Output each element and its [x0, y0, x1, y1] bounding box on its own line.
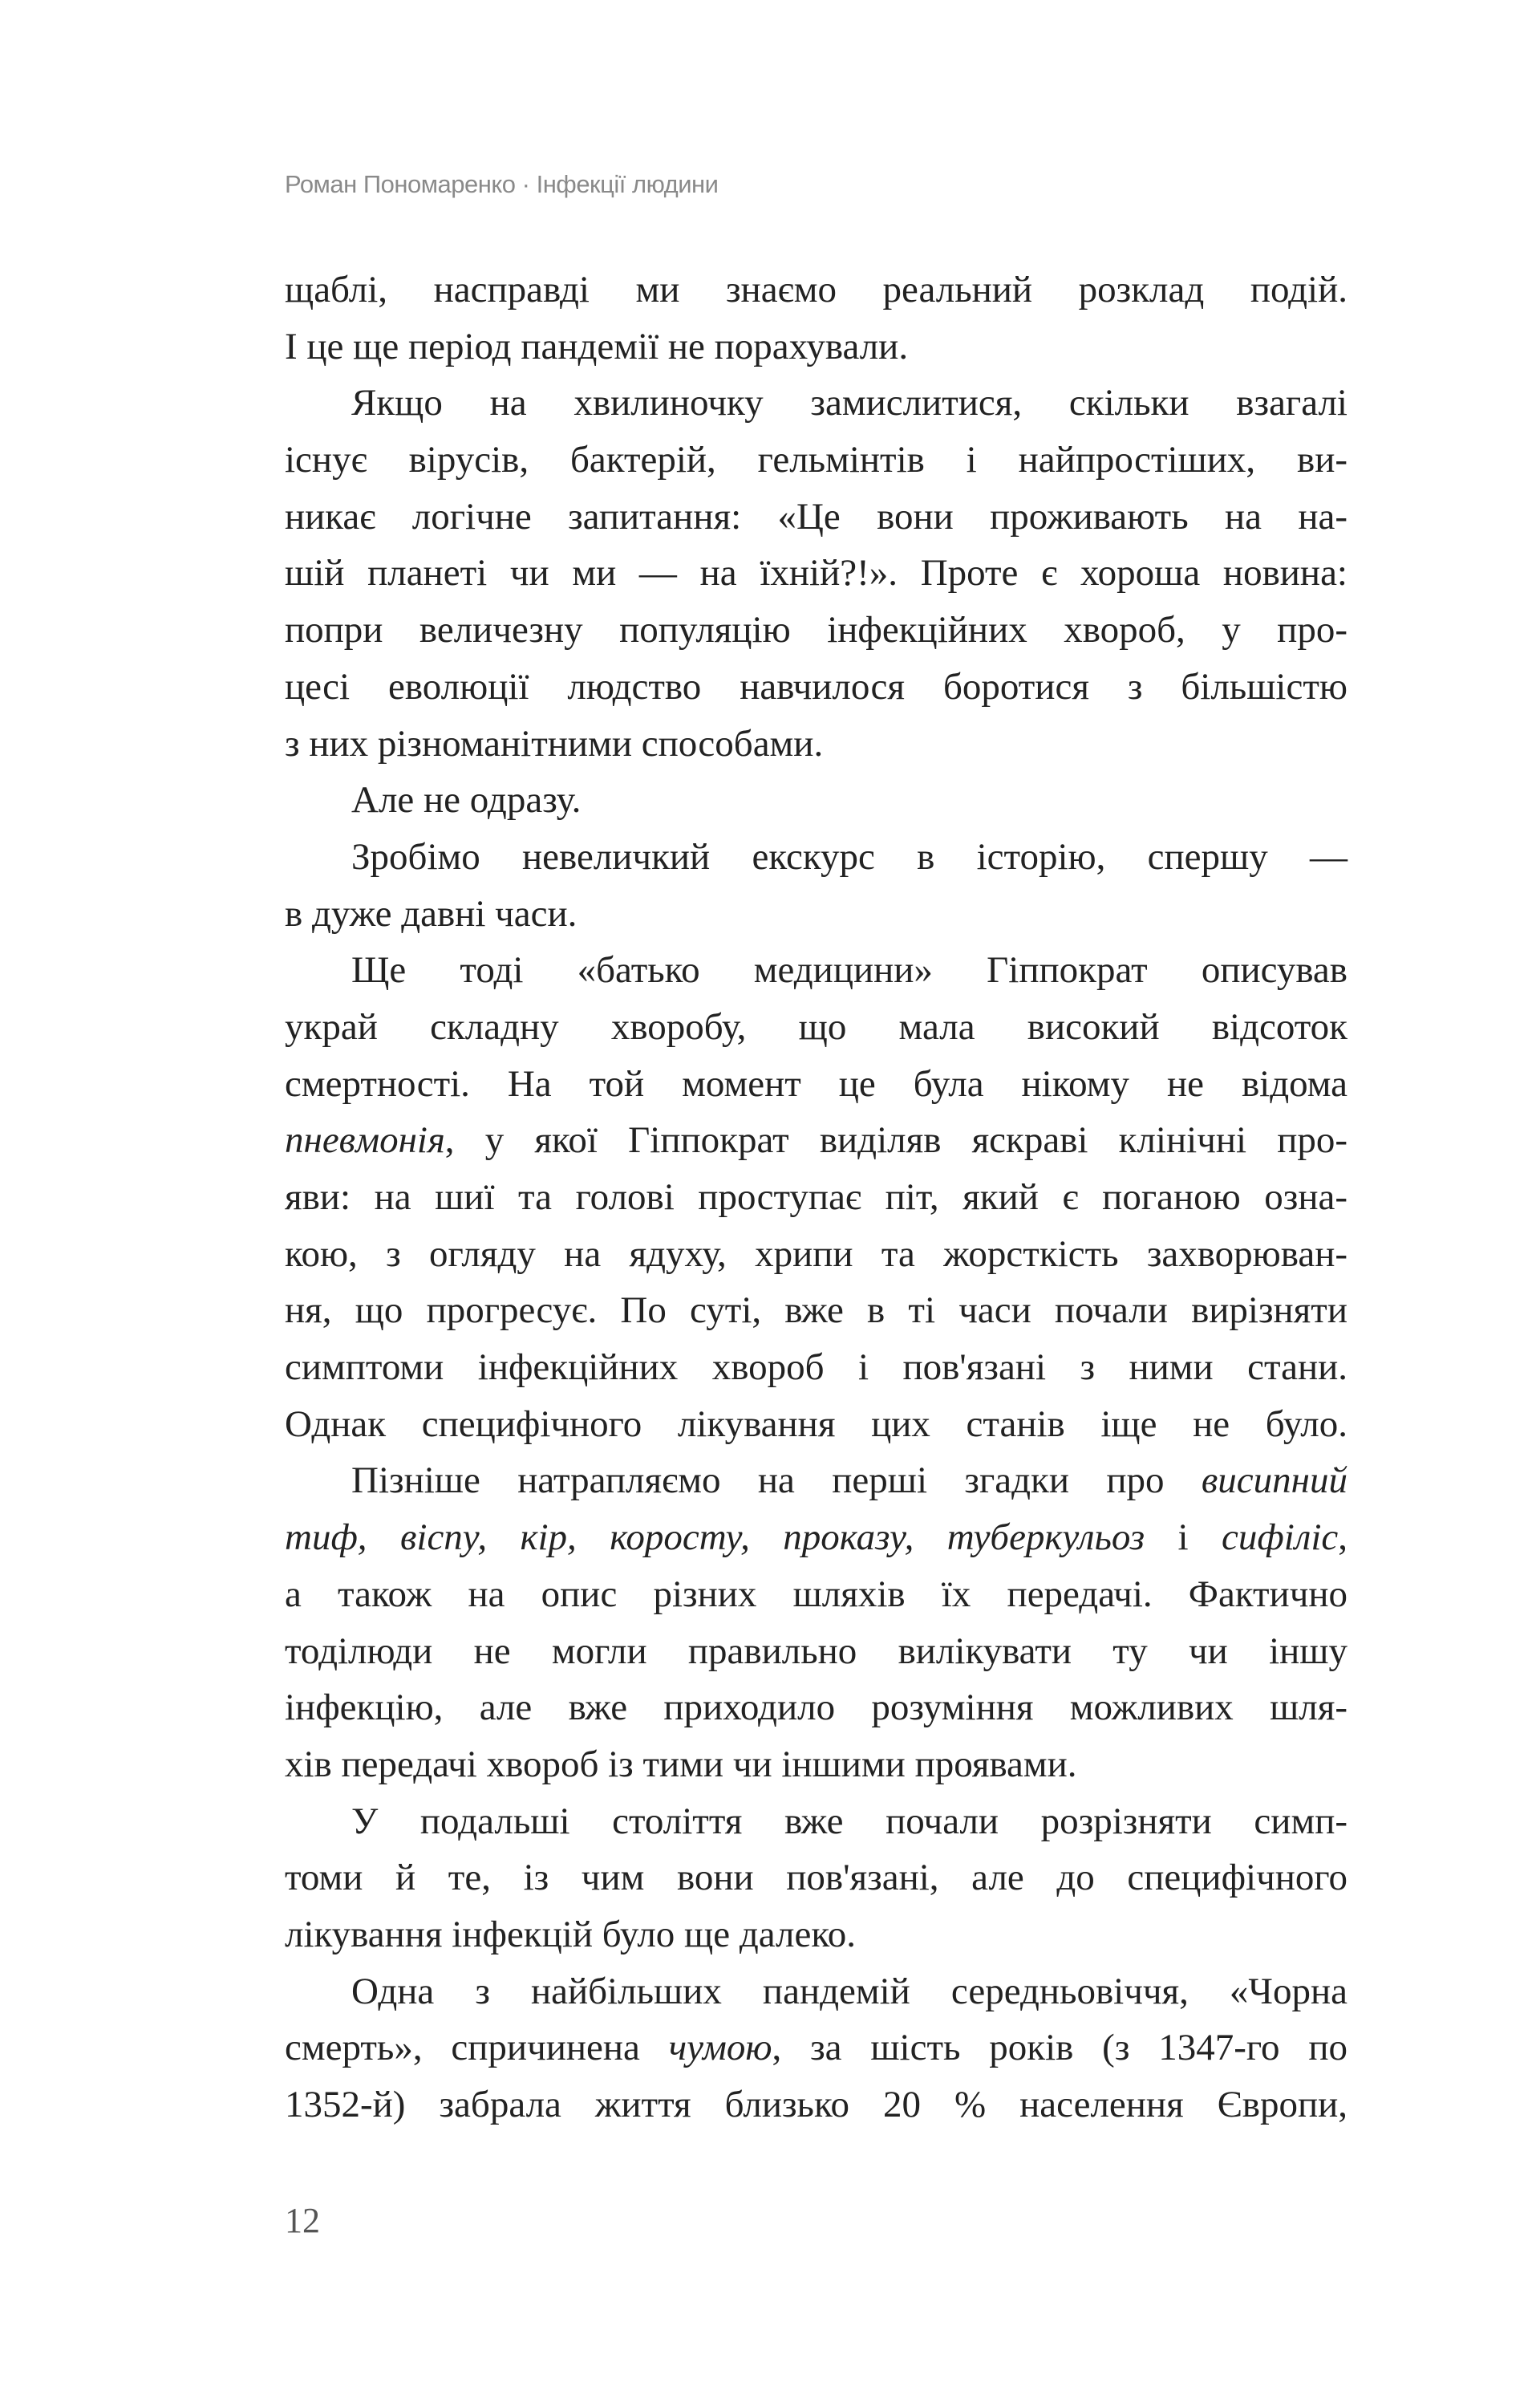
text-segment: ня, що прогресує. По суті, вже в ті часи почали вирізняти [285, 1289, 1348, 1332]
text-line [285, 1849, 1348, 1906]
running-head: Роман Пономаренко · Інфекції людини [285, 170, 719, 198]
text-segment: смерть», спричинена [285, 2027, 669, 2069]
text-segment: тоділюди не могли правильно вилікувати ту чи іншу [285, 1630, 1348, 1672]
text-line [285, 432, 1348, 489]
text-segment: , за шість років (з 1347-го по [772, 2027, 1348, 2069]
page-number: 12 [285, 2201, 320, 2240]
text-segment: а також на опис різних шляхів їх передачі. Фактично [285, 1573, 1348, 1615]
text-segment: і [1145, 1516, 1222, 1559]
text-segment: томи й те, із чим вони пов'язані, але до специфічного [285, 1857, 1348, 1899]
text-segment: цесі еволюції людство навчилося боротися з більшістю [285, 665, 1348, 708]
text-line [285, 1736, 1348, 1793]
text-line [285, 942, 1348, 999]
text-segment: , [1338, 1516, 1348, 1559]
text-line [285, 1169, 1348, 1226]
italic-term: висипний [1201, 1459, 1348, 1502]
text-segment: украй складну хворобу, що мала високий відсоток [285, 1005, 1348, 1048]
text-line [285, 2019, 1348, 2076]
text-line [285, 1963, 1348, 2020]
text-line [285, 772, 1348, 829]
text-line [285, 829, 1348, 886]
text-segment: У подальші століття вже почали розрізняти симп- [351, 1800, 1348, 1842]
text-line [285, 545, 1348, 602]
text-line [285, 1056, 1348, 1113]
italic-term: пневмонія [285, 1119, 445, 1162]
italic-term: сифіліс [1222, 1516, 1339, 1559]
text-segment: лікування інфекцій було ще далеко. [285, 1913, 857, 1955]
text-line [285, 1396, 1348, 1453]
text-line [285, 489, 1348, 546]
text-line [285, 1112, 1348, 1169]
text-line [285, 999, 1348, 1056]
text-line [285, 1906, 1348, 1963]
text-segment: з них різноманітними способами. [285, 722, 824, 765]
text-segment: 1352-й) забрала життя близько 20 % населення Європи, [285, 2084, 1348, 2125]
text-segment: Однак специфічного лікування цих станів іще не було. [285, 1402, 1348, 1445]
text-segment: в дуже давні часи. [285, 892, 578, 935]
text-segment: смертності. На той момент це була нікому не відома [285, 1062, 1348, 1105]
text-line [285, 375, 1348, 432]
text-segment: шій планеті чи ми — на їхній?!». Проте є хороша новина: [285, 552, 1348, 595]
text-line [285, 1509, 1348, 1566]
text-segment: Зробімо невеличкий екскурс в історію, спершу — [351, 835, 1348, 878]
text-line [285, 1679, 1348, 1736]
text-line [285, 659, 1348, 716]
text-segment: існує вірусів, бактерій, гельмінтів і найпростіших, ви- [285, 439, 1348, 481]
text-segment: , у якої Гіппократ виділяв яскраві клінічні про- [444, 1119, 1348, 1162]
text-segment: щаблі, насправді ми знаємо реальний розклад подій. [285, 269, 1348, 311]
text-segment: інфекцію, але вже приходило розуміння можливих шля- [285, 1687, 1348, 1729]
text-line [285, 716, 1348, 773]
text-segment: І це ще період пандемії не порахували. [285, 325, 909, 367]
body-text [285, 262, 1348, 2133]
text-line [285, 319, 1348, 375]
text-segment: хів передачі хвороб із тими чи іншими проявами. [285, 1743, 1077, 1785]
text-line [285, 1623, 1348, 1680]
text-segment: Пізніше натрапляємо на перші згадки про [351, 1459, 1202, 1502]
text-segment: кою, з огляду на ядуху, хрипи та жорсткість захворюван- [285, 1232, 1348, 1275]
text-line [285, 1282, 1348, 1339]
text-segment: Якщо на хвилиночку замислитися, скільки взагалі [351, 382, 1348, 424]
text-segment: попри величезну популяцію інфекційних хвороб, у про- [285, 609, 1348, 652]
text-line [285, 602, 1348, 659]
text-line [285, 1339, 1348, 1396]
text-segment: Але не одразу. [351, 779, 582, 822]
text-segment: Ще тоді «батько медицини» Гіппократ описував [351, 949, 1348, 992]
text-segment: никає логічне запитання: «Це вони проживають на на- [285, 495, 1348, 538]
text-line [285, 2076, 1348, 2133]
text-segment: симптоми інфекційних хвороб і пов'язані з ними стани. [285, 1346, 1348, 1389]
text-line [285, 1793, 1348, 1850]
text-line [285, 886, 1348, 943]
text-line [285, 1566, 1348, 1623]
text-line [285, 1226, 1348, 1283]
text-line [285, 262, 1348, 319]
italic-term: тиф, віспу, кір, коросту, проказу, туберкульоз [285, 1516, 1145, 1559]
italic-term: чумою [668, 2027, 772, 2069]
text-segment: яви: на шиї та голові проступає піт, який є поганою озна- [285, 1176, 1348, 1218]
text-line [285, 1452, 1348, 1509]
text-segment: Одна з найбільших пандемій середньовіччя, «Чорна [351, 1970, 1348, 2012]
